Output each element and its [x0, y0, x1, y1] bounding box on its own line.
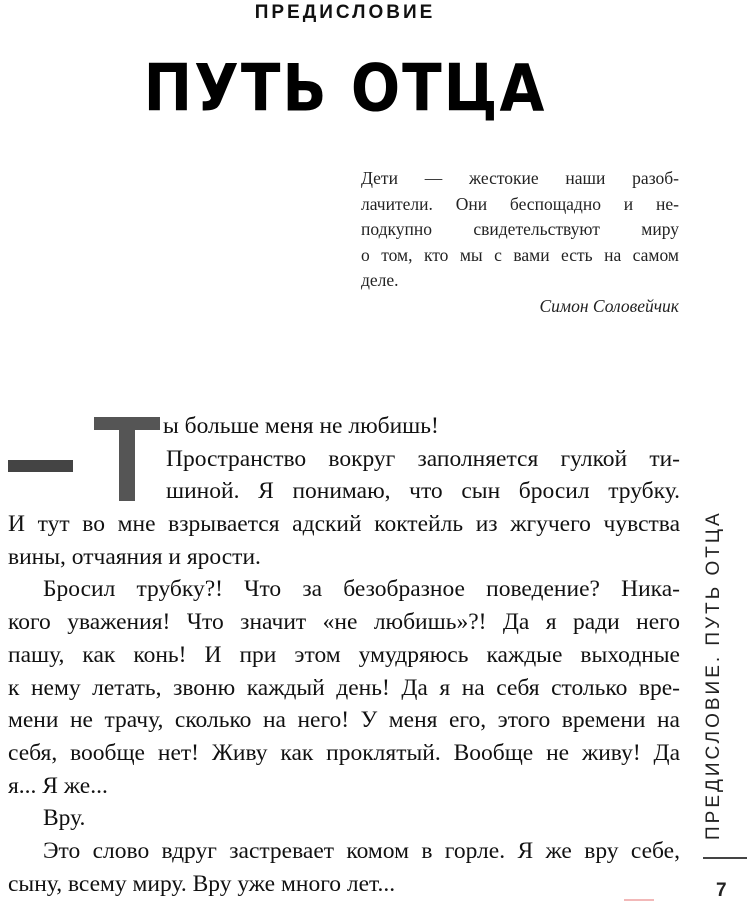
body-line: я... Я же...: [8, 772, 108, 799]
epigraph-line: о том, кто мы с вами есть на самом: [361, 244, 679, 265]
body-line: сыну, всему миру. Вру уже много лет...: [8, 870, 396, 897]
body-line: И тут во мне взрывается адский коктейль из жгучего чувства: [8, 511, 680, 538]
epigraph-line: лачители. Они беспощадно и не-: [361, 193, 679, 214]
body-line: Бросил трубку?! Что за безобразное поведение? Ника-: [43, 576, 680, 603]
body-text: [8, 410, 680, 900]
body-line: кого уважения! Что значит «не любишь»?! Да я ради него: [8, 609, 680, 636]
body-line: шиной. Я понимаю, что сын бросил трубку.: [166, 478, 680, 505]
epigraph-author: Симон Соловейчик: [539, 296, 679, 316]
page-number: 7: [716, 880, 727, 901]
body-line: Это слово вдруг застревает комом в горле. Я же вру себе,: [43, 837, 680, 864]
body-line: к нему летать, звоню каждый день! Да я на себя столько вре-: [8, 674, 680, 701]
body-line: вины, отчаяния и ярости.: [8, 543, 261, 570]
body-line: Пространство вокруг заполняется гулкой ти-: [166, 445, 680, 472]
epigraph: [361, 166, 679, 294]
body-line: Вру.: [43, 805, 86, 832]
epigraph-line: Дети — жестокие наши разоб-: [361, 168, 679, 188]
running-title: ПРЕДИСЛОВИЕ. ПУТЬ ОТЦА: [703, 510, 724, 840]
epigraph-line: подкупно свидетельствуют миру: [361, 219, 679, 239]
epigraph-line: деле.: [361, 270, 399, 290]
print-mark: [624, 899, 654, 901]
body-line: ы больше меня не любишь!: [163, 413, 439, 439]
chapter-title: ПУТЬ ОТЦА: [143, 50, 547, 127]
body-line: себя, вообще нет! Живу как проклятый. Вообще не живу! Да: [8, 739, 680, 766]
section-label: ПРЕДИСЛОВИЕ: [254, 2, 436, 23]
body-line: пашу, как конь! И при этом умудряюсь каждые выходные: [8, 641, 680, 668]
running-title-rule: [703, 857, 747, 859]
body-line: мени не трачу, сколько на него! У меня его, этого времени на: [8, 707, 680, 734]
